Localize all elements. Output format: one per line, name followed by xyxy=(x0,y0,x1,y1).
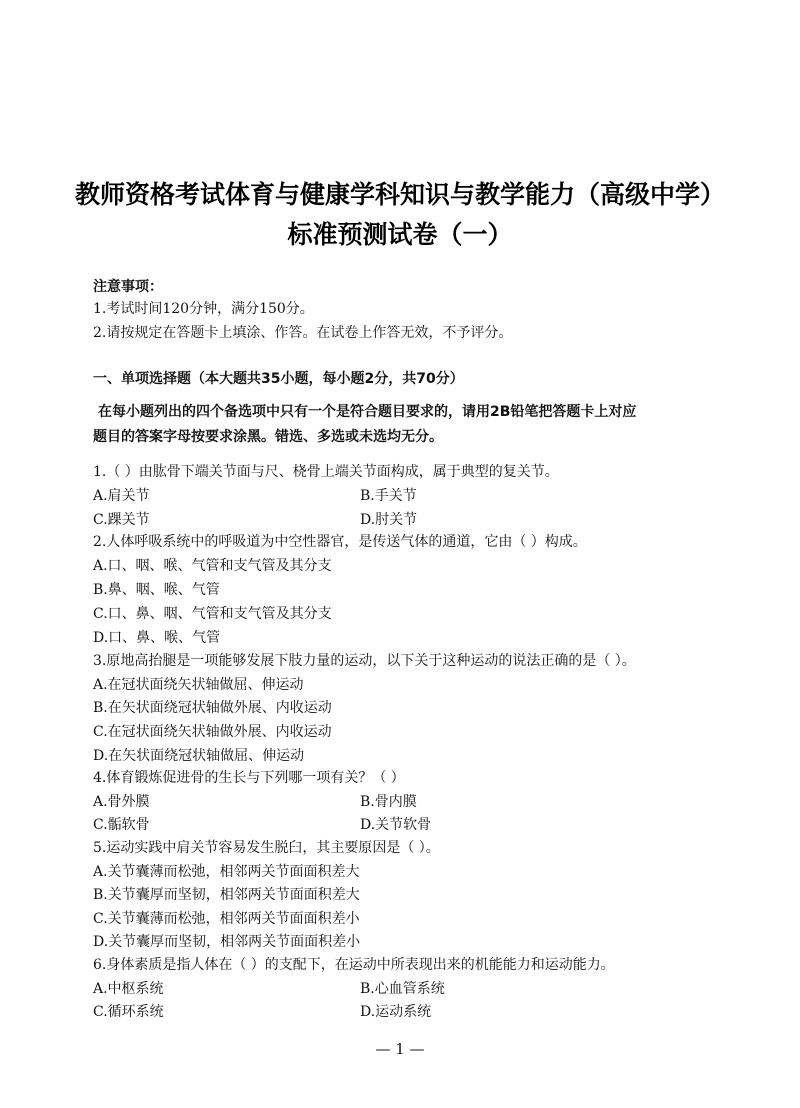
question-option: D.肘关节 xyxy=(360,512,418,528)
question-stem: 2.人体呼吸系统中的呼吸道为中空性器官，是传送气体的通道，它由（ ）构成。 xyxy=(93,534,587,550)
question-option: C.循环系统 xyxy=(93,1004,164,1020)
question-option: A.关节囊薄而松弛，相邻两关节面面积差大 xyxy=(93,864,360,880)
notice-item: 2.请按规定在答题卡上填涂、作答。在试卷上作答无效，不予评分。 xyxy=(93,325,513,341)
question-option: B.鼻、咽、喉、气管 xyxy=(93,582,220,598)
section-instruction: 题目的答案字母按要求涂黑。错选、多选或未选均无分。 xyxy=(93,429,443,445)
question-option: D.关节软骨 xyxy=(360,817,432,833)
section-instruction: 在每小题列出的四个备选项中只有一个是符合题目要求的，请用2B铅笔把答题卡上对应 xyxy=(98,404,637,420)
question-option: D.运动系统 xyxy=(360,1004,432,1020)
exam-title-line2: 标准预测试卷（一） xyxy=(287,220,513,249)
exam-title-line1: 教师资格考试体育与健康学科知识与教学能力（高级中学） xyxy=(74,180,725,209)
question-option: C.口、鼻、咽、气管和支气管及其分支 xyxy=(93,606,332,622)
question-option: A.中枢系统 xyxy=(93,981,164,997)
question-stem: 1.（ ）由肱骨下端关节面与尺、桡骨上端关节面构成，属于典型的复关节。 xyxy=(93,464,559,480)
question-option: C.在冠状面绕矢状轴做外展、内收运动 xyxy=(93,724,332,740)
page-number: — 1 — xyxy=(375,1040,425,1058)
question-option: C.踝关节 xyxy=(93,512,150,528)
question-stem: 5.运动实践中肩关节容易发生脱臼，其主要原因是（ ）。 xyxy=(93,840,440,856)
question-option: A.肩关节 xyxy=(93,488,150,504)
notice-item: 1.考试时间120分钟，满分150分。 xyxy=(93,301,314,317)
question-option: D.口、鼻、喉、气管 xyxy=(93,630,221,646)
question-option: D.在矢状面绕冠状轴做屈、伸运动 xyxy=(93,748,305,764)
question-stem: 6.身体素质是指人体在（ ）的支配下，在运动中所表现出来的机能能力和运动能力。 xyxy=(93,957,615,973)
question-option: B.心血管系统 xyxy=(360,981,445,997)
question-option: B.在矢状面绕冠状轴做外展、内收运动 xyxy=(93,700,332,716)
question-option: B.关节囊厚而坚韧，相邻两关节面面积差大 xyxy=(93,887,360,903)
section-heading: 一、单项选择题（本大题共35小题，每小题2分，共70分） xyxy=(93,371,464,387)
question-option: B.骨内膜 xyxy=(360,794,417,810)
question-stem: 3.原地高抬腿是一项能够发展下肢力量的运动，以下关于这种运动的说法正确的是（ ）。 xyxy=(93,653,636,669)
question-option: A.口、咽、喉、气管和支气管及其分支 xyxy=(93,558,332,574)
notice-heading: 注意事项： xyxy=(93,279,163,295)
question-option: B.手关节 xyxy=(360,488,417,504)
question-option: D.关节囊厚而坚韧，相邻两关节面面积差小 xyxy=(93,934,361,950)
question-option: C.骺软骨 xyxy=(93,817,150,833)
question-option: A.在冠状面绕矢状轴做屈、伸运动 xyxy=(93,677,304,693)
question-stem: 4.体育锻炼促进骨的生长与下列哪一项有关？（ ） xyxy=(93,770,405,786)
question-option: A.骨外膜 xyxy=(93,794,150,810)
question-option: C.关节囊薄而松弛，相邻两关节面面积差小 xyxy=(93,911,360,927)
